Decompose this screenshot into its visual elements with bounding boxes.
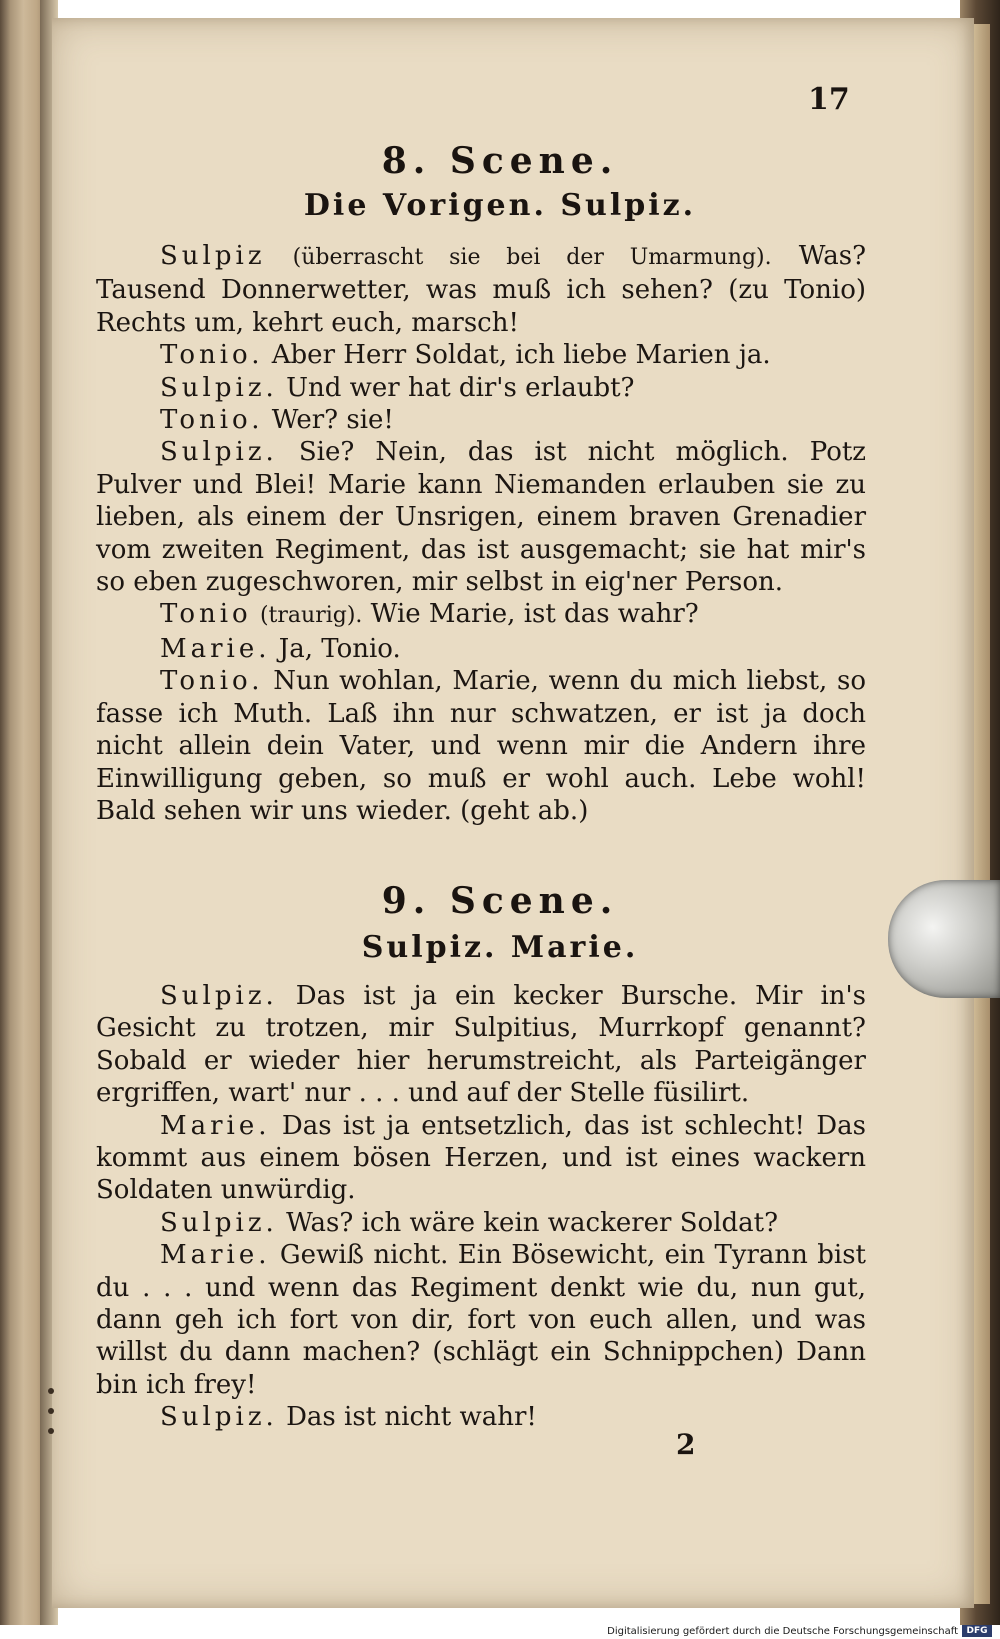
dialogue-paragraph <box>96 1110 866 1207</box>
dialogue-paragraph <box>96 1401 866 1433</box>
page-stack-edge <box>974 24 990 1604</box>
dialogue-paragraph <box>96 372 866 404</box>
scene-8-heading: 8. Scene. <box>381 140 619 182</box>
dialogue-paragraph <box>96 633 866 665</box>
speaker-name: Sulpiz. <box>160 372 278 403</box>
scene-9-dialogue <box>96 980 866 1434</box>
speaker-name: Tonio. <box>160 340 264 371</box>
dialogue-paragraph <box>96 1207 866 1239</box>
speaker-name: Tonio. <box>160 405 264 436</box>
speaker-name: Tonio <box>160 599 252 630</box>
dialogue-text: Wie Marie, ist das wahr? <box>370 599 699 630</box>
page-number: 17 <box>808 82 850 117</box>
dialogue-paragraph <box>96 339 866 371</box>
speaker-name: Sulpiz. <box>160 1402 278 1433</box>
dialogue-text: Ja, Tonio. <box>278 633 401 664</box>
dialogue-text: Das ist nicht wahr! <box>286 1402 537 1433</box>
dfg-logo: DFG <box>962 1625 992 1637</box>
scanner-clamp <box>888 880 1000 998</box>
speaker-name: Sulpiz. <box>160 1207 278 1238</box>
dialogue-text: Gewiß nicht. Ein Bösewicht, ein Tyrann bist du . . . und wenn das Regiment denkt wie du, nun gut, dann geh ich fort von dir, fort von euch allen, und was willst du dann machen? (schlägt ein Schnippchen) Dann bin ich frey! <box>96 1240 867 1400</box>
stage-direction: (traurig). <box>259 603 363 629</box>
dialogue-paragraph <box>96 404 866 436</box>
dialogue-text: Nun wohlan, Marie, wenn du mich liebst, so fasse ich Muth. Laß ihn nur schwatzen, er ist ja doch nicht allein dein Vater, und wenn mir die Andern ihre Einwilligung geben, so muß er wohl auch. Lebe wohl! Bald sehen wir uns wieder. (geht ab.) <box>96 666 866 826</box>
dialogue-text: Was? ich wäre kein wackerer Soldat? <box>286 1207 779 1238</box>
speaker-name: Marie. <box>160 633 271 664</box>
dialogue-text: Was? Tausend Donnerwetter, was muß ich sehen? (zu Tonio) Rechts um, kehrt euch, marsch! <box>96 241 867 338</box>
scene-8-dialogue <box>96 240 866 827</box>
dialogue-paragraph <box>96 665 866 827</box>
binding-hole <box>48 1388 54 1394</box>
speaker-name: Sulpiz <box>160 241 266 271</box>
scene-9-cast: Sulpiz. Marie. <box>361 930 639 965</box>
stage-direction: (überrascht sie bei der Umarmung). <box>292 245 772 270</box>
speaker-name: Marie. <box>160 1110 271 1141</box>
dialogue-paragraph <box>96 598 866 632</box>
dialogue-text: Sie? Nein, das ist nicht möglich. Potz Pulver und Blei! Marie kann Niemanden erlauben sie zu lieben, als einem der Unsrigen, einem braven Grenadier vom zweiten Regiment, das ist ausgemacht; sie hat mir's so eben zugeschworen, mir selbst in eig'ner Person. <box>96 437 867 598</box>
dialogue-paragraph <box>96 240 866 339</box>
dialogue-paragraph <box>96 980 866 1110</box>
dialogue-paragraph <box>96 1239 866 1401</box>
dialogue-text: Aber Herr Soldat, ich liebe Marien ja. <box>271 340 771 371</box>
footer-credit: Digitalisierung gefördert durch die Deutsche Forschungsgemeinschaft <box>607 1626 958 1637</box>
dialogue-text: Und wer hat dir's erlaubt? <box>286 372 635 403</box>
scene-8-cast: Die Vorigen. Sulpiz. <box>303 188 697 223</box>
speaker-name: Marie. <box>160 1240 271 1271</box>
speaker-name: Sulpiz. <box>160 437 278 468</box>
signature-mark: 2 <box>676 1428 696 1461</box>
scene-9-heading: 9. Scene. <box>381 880 619 922</box>
dialogue-paragraph <box>96 436 866 598</box>
binding-hole <box>48 1408 54 1414</box>
speaker-name: Sulpiz. <box>160 981 278 1011</box>
dialogue-text: Das ist ja entsetzlich, das ist schlecht! Das kommt aus einem bösen Herzen, und ist eines wackern Soldaten unwürdig. <box>96 1110 866 1206</box>
dialogue-text: Wer? sie! <box>271 405 394 436</box>
dialogue-text: Das ist ja ein kecker Bursche. Mir in's Gesicht zu trotzen, mir Sulpitius, Murrkopf genannt? Sobald er wieder hier herumstreicht, als Parteigänger ergriffen, wart' nur . . . und auf der Stelle füsilirt. <box>96 981 866 1109</box>
speaker-name: Tonio. <box>160 666 264 697</box>
binding-hole <box>48 1428 54 1434</box>
